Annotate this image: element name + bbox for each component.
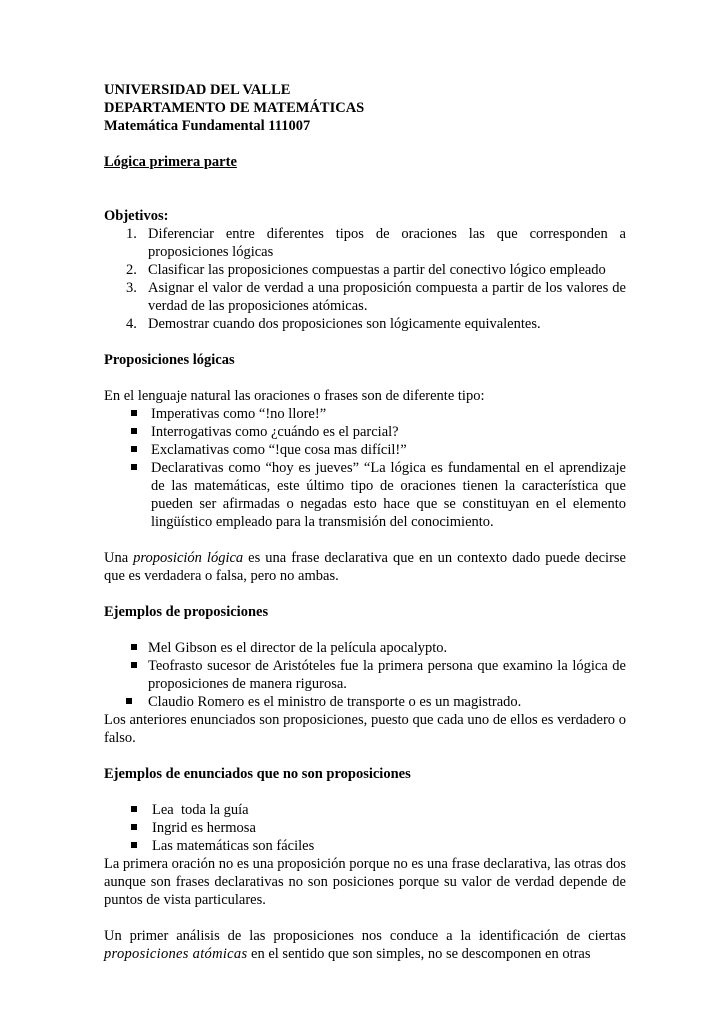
square-bullet-icon [131,428,137,434]
document-header [104,81,626,135]
non-examples-conclusion: La primera oración no es una proposición porque no es una frase declarativa, las otras dos aunque son frases declarativas no son posiciones porque su valor de verdad depende de puntos de vista particulares. [104,856,626,908]
square-bullet-icon [131,644,137,650]
department-name: DEPARTAMENTO DE MATEMÁTICAS [104,100,365,116]
list-item: Ingrid es hermosa [104,819,626,837]
list-item: Interrogativas como ¿cuándo es el parcial? [104,423,626,441]
analysis-paragraph: Un primer análisis de las proposiciones nos conduce a la identificación de ciertas proposiciones atómicas en el sentido que son simples, no se descomponen en otras [104,928,626,962]
propositions-heading: Proposiciones lógicas [104,352,235,368]
list-item: Teofrasto sucesor de Aristóteles fue la primera persona que examino la lógica de proposiciones de manera rigurosa. [104,657,626,693]
square-bullet-icon [131,446,137,452]
propositions-intro: En el lenguaje natural las oraciones o frases son de diferente tipo: [104,388,485,404]
examples-list [104,639,626,711]
square-bullet-icon [131,662,137,668]
list-item: Mel Gibson es el director de la película apocalypto. [104,639,626,657]
non-examples-heading: Ejemplos de enunciados que no son proposiciones [104,766,411,782]
definition-term: proposición lógica [133,550,244,566]
examples-heading: Ejemplos de proposiciones [104,604,269,620]
course-name: Matemática Fundamental 111007 [104,118,311,134]
square-bullet-icon [131,464,137,470]
square-bullet-icon [131,410,137,416]
list-item: Declarativas como “hoy es jueves” “La lógica es fundamental en el aprendizaje de las matemáticas, este último tipo de oraciones tienen la característica que pueden ser afirmadas o negadas esto hace que se constituyan en el elemento lingüístico empleado para la transmisión del conocimiento. [104,459,626,531]
list-item: Exclamativas como “!que cosa mas difícil!” [104,441,626,459]
non-examples-list [104,801,626,855]
list-item: Claudio Romero es el ministro de transporte o es un magistrado. [104,693,626,711]
university-name: UNIVERSIDAD DEL VALLE [104,82,291,98]
topic-title: Lógica primera parte [104,154,237,170]
analysis-term: proposiciones atómicas [104,946,248,962]
list-item: 4. Demostrar cuando dos proposiciones son lógicamente equivalentes. [126,316,541,332]
square-bullet-icon [131,824,137,830]
square-bullet-icon [131,842,137,848]
list-item: Imperativas como “!no llore!” [104,405,626,423]
examples-conclusion: Los anteriores enunciados son proposiciones, puesto que cada uno de ellos es verdadero o falso. [104,712,626,746]
list-item: 1. Diferenciar entre diferentes tipos de oraciones las que corresponden a proposiciones lógicas [126,226,626,260]
sentence-types-list [104,405,626,531]
objectives-heading: Objetivos: [104,208,169,224]
list-item: 2. Clasificar las proposiciones compuestas a partir del conectivo lógico empleado [126,262,606,278]
list-item: Las matemáticas son fáciles [104,837,626,855]
list-item: Lea toda la guía [104,801,626,819]
document-page [104,81,626,963]
objectives-list [104,225,626,333]
definition-paragraph: Una proposición lógica es una frase declarativa que en un contexto dado puede decirse que es verdadera o falsa, pero no ambas. [104,550,626,584]
square-bullet-icon [126,698,132,704]
square-bullet-icon [131,806,137,812]
list-item: 3. Asignar el valor de verdad a una proposición compuesta a partir de los valores de verdad de las proposiciones atómicas. [126,280,626,314]
